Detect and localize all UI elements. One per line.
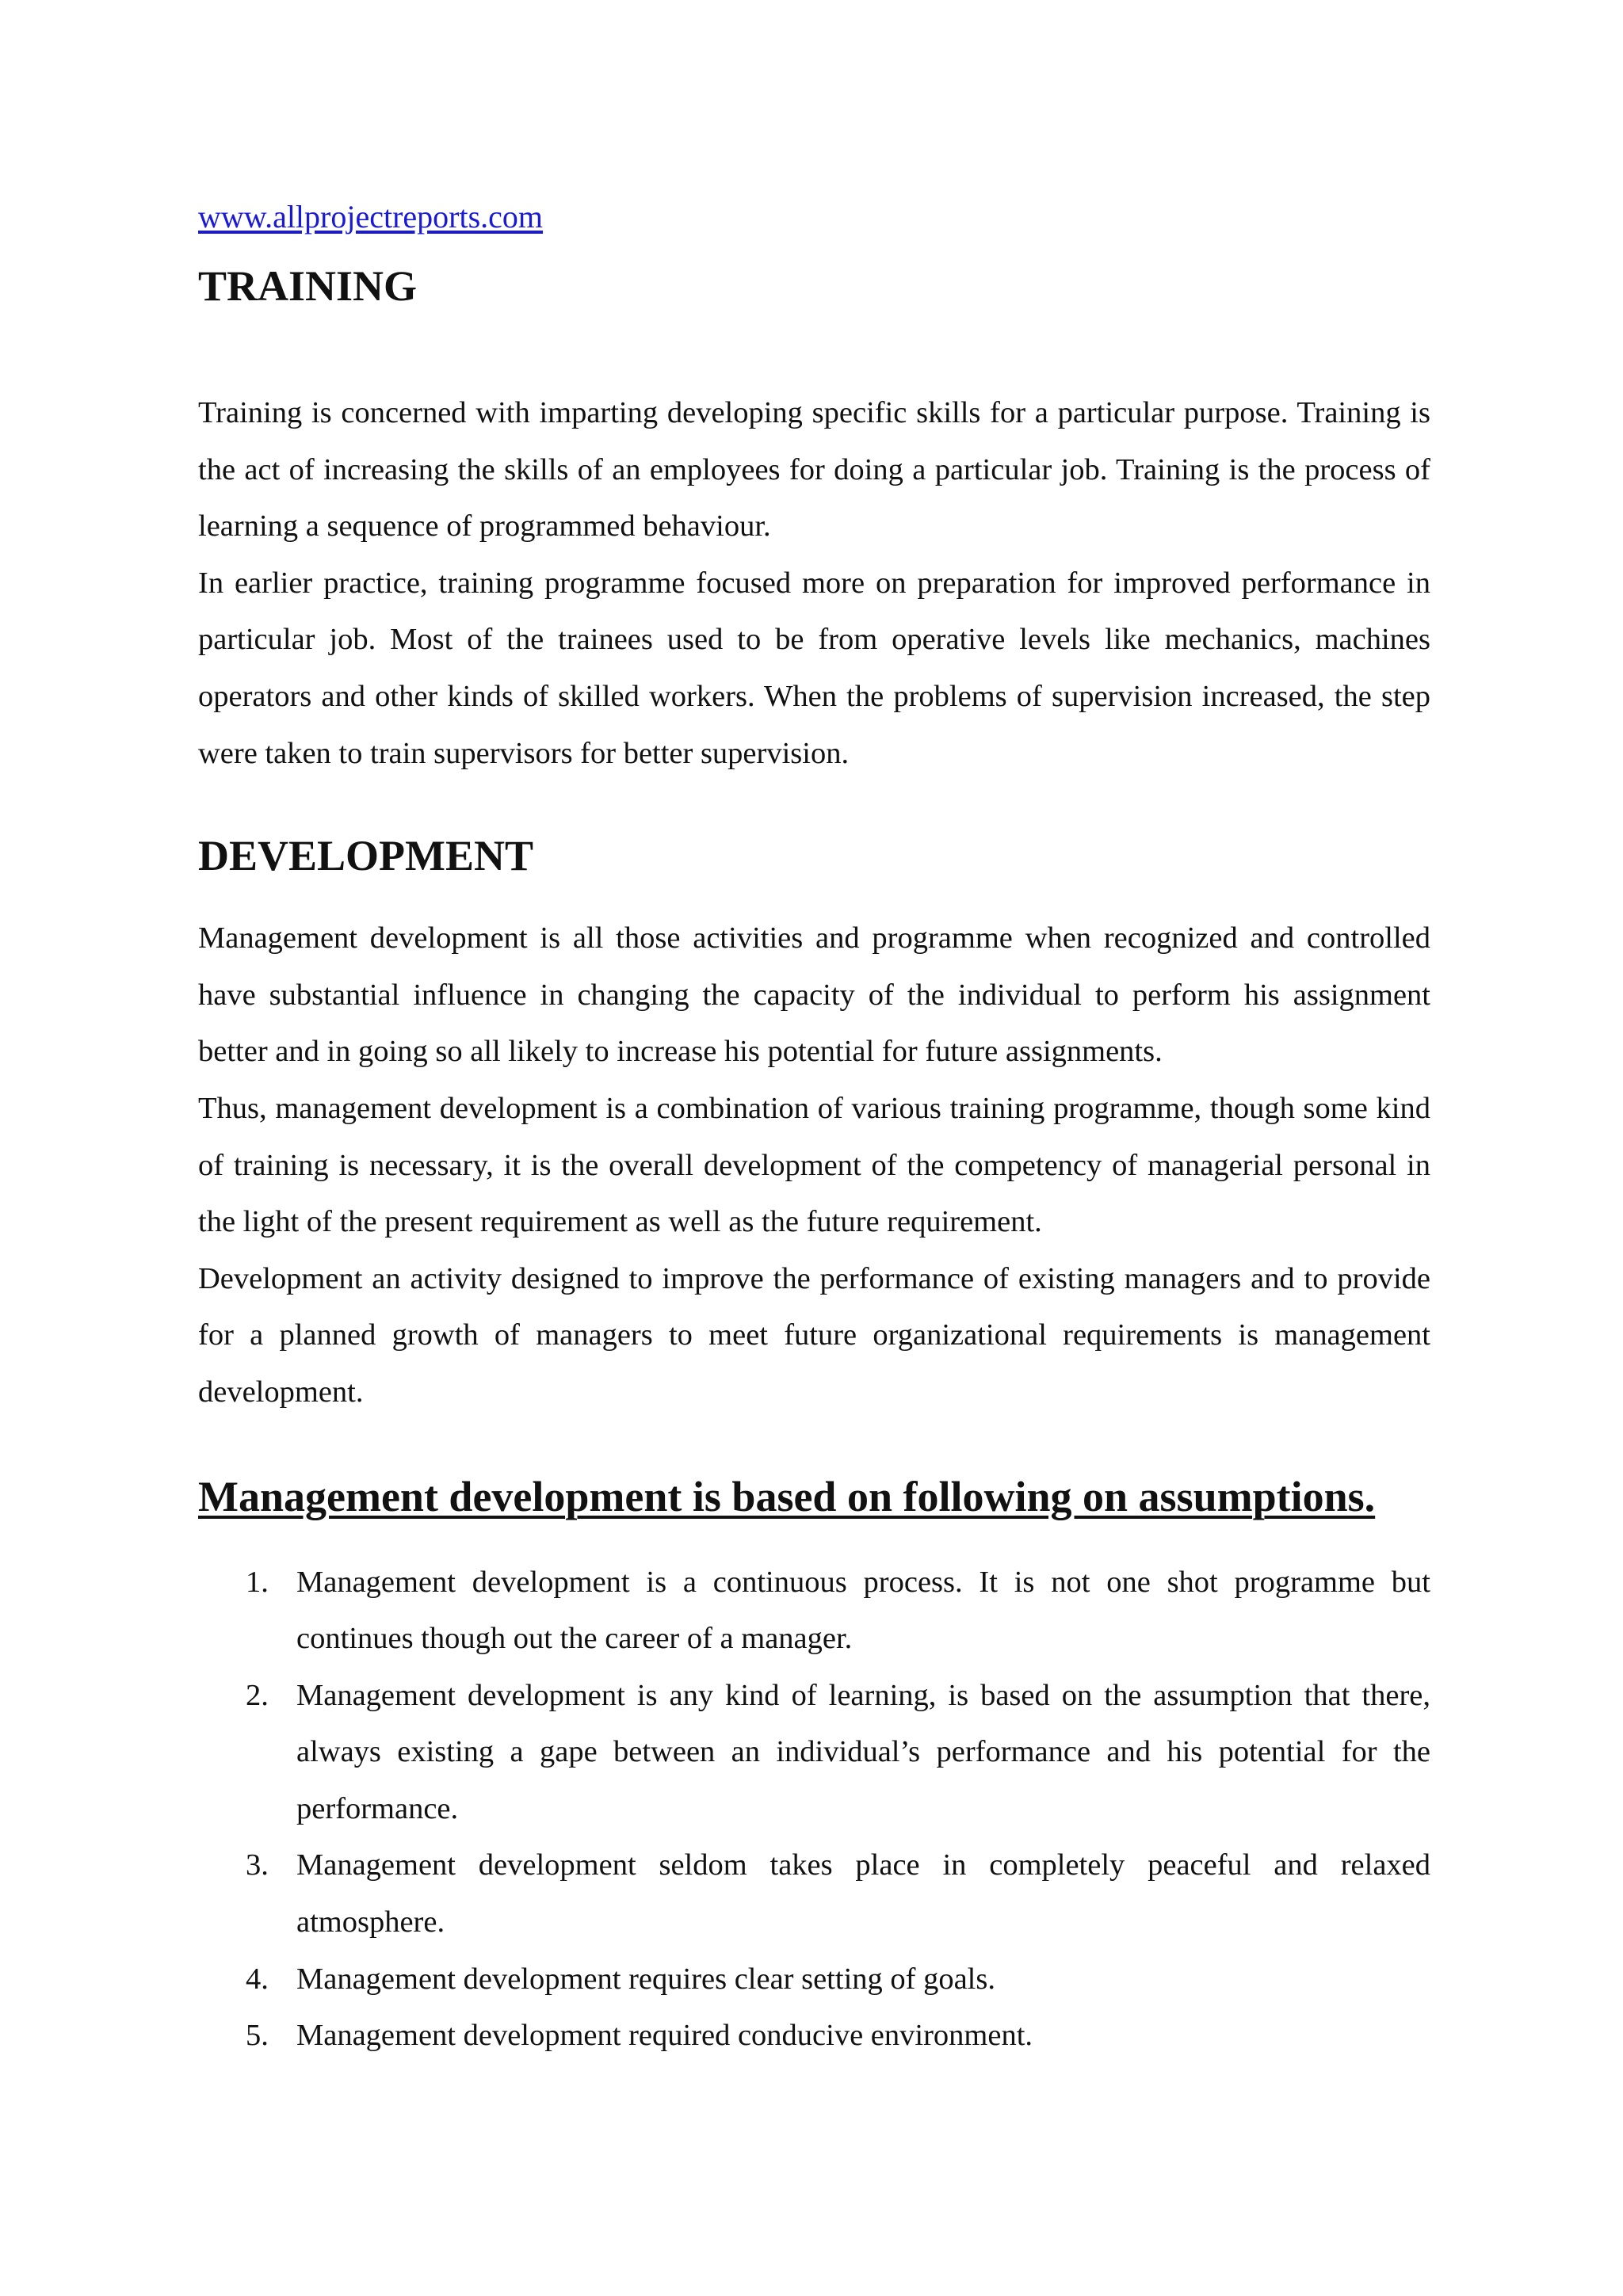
list-item-number: 2. [246,1678,269,1712]
training-heading: TRAINING [198,262,418,310]
list-item [198,1951,1430,2008]
development-heading: DEVELOPMENT [198,832,534,880]
list-item-text: Management development required conducive environment. [296,2019,1033,2053]
development-paragraph: Development an activity designed to improve the performance of existing managers and to provide for a planned growth of managers to meet future organizational requirements is management development. [198,1261,1430,1409]
assumptions-list [198,1554,1430,2065]
list-item-text: Management development is a continuous process. It is not one shot programme but continues though out the career of a manager. [296,1565,1430,1656]
document-page [198,195,1430,2065]
list-item-text: Management development is any kind of learning, is based on the assumption that there, always existing a gape between an individual’s performance and his potential for the performance. [296,1678,1430,1825]
list-item-text: Management development seldom takes place in completely peaceful and relaxed atmosphere. [296,1848,1430,1939]
list-item-number: 3. [246,1848,269,1882]
training-paragraph: In earlier practice, training programme focused more on preparation for improved performance in particular job. Most of the trainees used to be from operative levels like mechanics, machines operators and other kinds of skilled workers. When the problems of supervision increased, the step were taken to train supervisors for better supervision. [198,566,1430,770]
list-item [198,1668,1430,1838]
assumptions-heading: Management development is based on following on assumptions. [198,1472,1376,1520]
development-paragraph: Management development is all those activities and programme when recognized and controlled have substantial influence in changing the capacity of the individual to perform his assignment better and in going so all likely to increase his potential for future assignments. [198,921,1430,1069]
list-item [198,1837,1430,1951]
website-link[interactable]: www.allprojectreports.com [198,199,544,235]
list-item-number: 5. [246,2019,269,2053]
list-item-number: 1. [246,1565,269,1599]
list-item [198,2008,1430,2065]
list-item-number: 4. [246,1962,269,1996]
training-paragraph: Training is concerned with imparting developing specific skills for a particular purpose. Training is the act of increasing the skills of an employees for doing a particular job. Training is the process of learning a sequence of programmed behaviour. [198,396,1430,543]
list-item-text: Management development requires clear setting of goals. [296,1962,995,1996]
development-paragraph: Thus, management development is a combination of various training programme, though some kind of training is necessary, it is the overall development of the competency of managerial personal in the light of the present requirement as well as the future requirement. [198,1091,1430,1239]
list-item [198,1554,1430,1668]
